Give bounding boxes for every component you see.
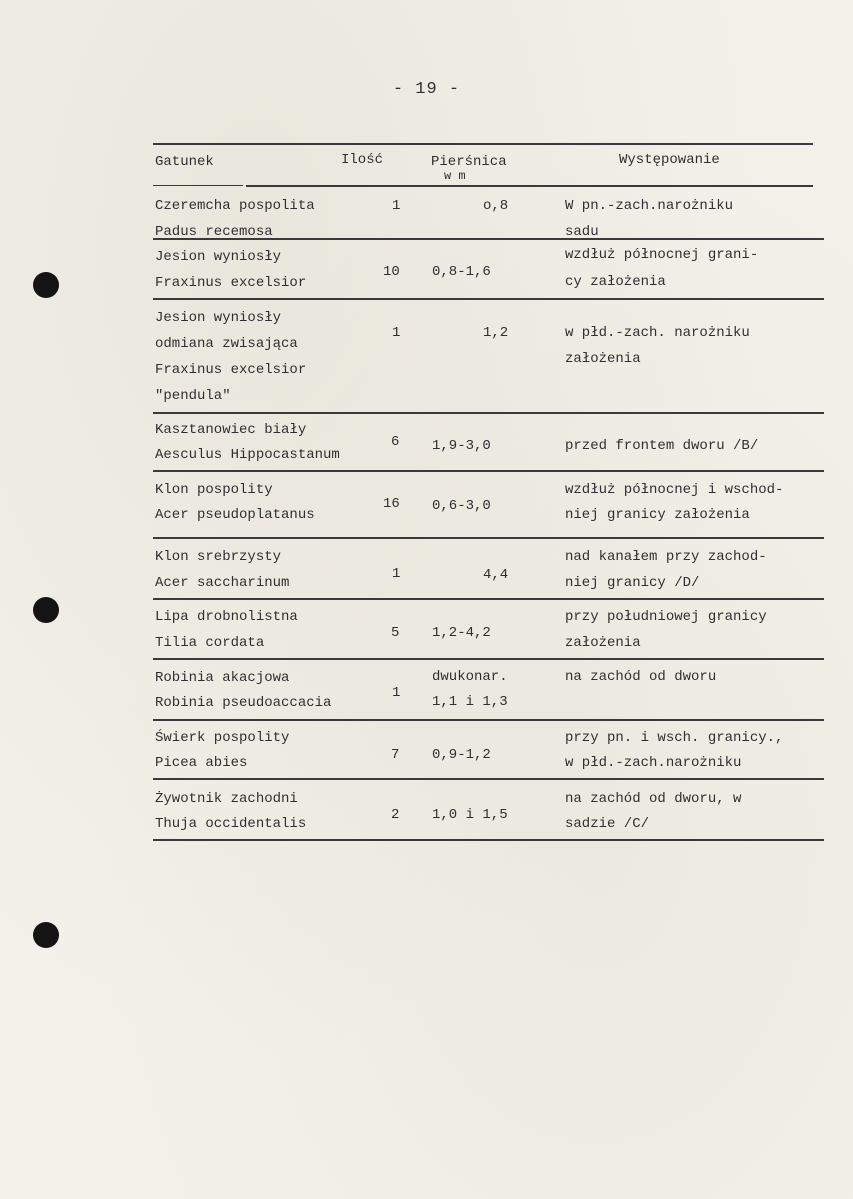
row-divider [153, 537, 824, 539]
occurrence-text: w płd.-zach. narożniku [565, 325, 750, 341]
occurrence-text: niej granicy założenia [565, 507, 750, 523]
species-name: Acer saccharinum [155, 575, 290, 591]
tree-count: 7 [391, 747, 400, 763]
occurrence-text: założenia [565, 351, 641, 367]
row-divider [153, 470, 824, 472]
occurrence-text: sadzie /C/ [565, 816, 650, 832]
header-occurrence: Występowanie [619, 152, 720, 168]
circumference-value: o,8 [483, 198, 509, 214]
tree-count: 5 [391, 625, 400, 641]
table-top-rule [153, 143, 813, 145]
occurrence-text: na zachód od dworu [565, 669, 717, 685]
circumference-value: 1,0 i 1,5 [432, 807, 508, 823]
circumference-value: 0,6-3,0 [432, 498, 491, 514]
tree-count: 1 [392, 685, 401, 701]
species-name: Tilia cordata [155, 635, 265, 651]
occurrence-text: sadu [565, 224, 599, 240]
circumference-value: 1,9-3,0 [432, 438, 491, 454]
occurrence-text: w płd.-zach.narożniku [565, 755, 742, 771]
header-circumference-unit: w m [444, 169, 466, 183]
circumference-value: 1,2 [483, 325, 509, 341]
species-name: Fraxinus excelsior [155, 362, 307, 378]
header-count: Ilość [341, 152, 384, 168]
species-name: Świerk pospolity [155, 730, 290, 746]
circumference-value: 4,4 [483, 567, 509, 583]
species-name: Kasztanowiec biały [155, 422, 307, 438]
occurrence-text: przy południowej granicy [565, 609, 767, 625]
occurrence-text: niej granicy /D/ [565, 575, 700, 591]
species-name: Jesion wyniosły [155, 249, 282, 265]
occurrence-text: na zachód od dworu, w [565, 791, 742, 807]
circumference-value: 1,2-4,2 [432, 625, 491, 641]
tree-count: 6 [391, 434, 400, 450]
occurrence-text: wzdłuż północnej grani- [565, 247, 759, 263]
header-underline-right [246, 185, 813, 187]
species-name: Aesculus Hippocastanum [155, 447, 340, 463]
species-name: Lipa drobnolistna [155, 609, 298, 625]
species-name: Robinia pseudoaccacia [155, 695, 332, 711]
species-name: Acer pseudoplatanus [155, 507, 315, 523]
tree-count: 1 [392, 325, 401, 341]
punch-hole-bottom [33, 922, 59, 948]
punch-hole-middle [33, 597, 59, 623]
occurrence-text: cy założenia [565, 274, 666, 290]
occurrence-text: nad kanałem przy zachod- [565, 549, 767, 565]
row-divider [153, 412, 824, 414]
occurrence-text: przed frontem dworu /B/ [565, 438, 759, 454]
header-species: Gatunek [155, 154, 214, 170]
species-name: "pendula" [155, 388, 231, 404]
tree-count: 1 [392, 566, 401, 582]
page-number: - 19 - [392, 80, 461, 99]
species-name: Klon srebrzysty [155, 549, 282, 565]
tree-count: 10 [383, 264, 400, 280]
species-name: Jesion wyniosły [155, 310, 282, 326]
circumference-value: dwukonar. [432, 669, 508, 685]
row-divider [153, 719, 824, 721]
row-divider [153, 778, 824, 780]
occurrence-text: W pn.-zach.narożniku [565, 198, 734, 214]
occurrence-text: przy pn. i wsch. granicy., [565, 730, 784, 746]
species-name: Picea abies [155, 755, 248, 771]
species-name: Żywotnik zachodni [155, 791, 298, 807]
circumference-value: 0,9-1,2 [432, 747, 491, 763]
species-name: Klon pospolity [155, 482, 273, 498]
tree-count: 16 [383, 496, 400, 512]
species-name: Thuja occidentalis [155, 816, 307, 832]
tree-count: 2 [391, 807, 400, 823]
occurrence-text: wzdłuż północnej i wschod- [565, 482, 784, 498]
species-name: odmiana zwisająca [155, 336, 298, 352]
species-name: Fraxinus excelsior [155, 275, 307, 291]
occurrence-text: założenia [565, 635, 641, 651]
table-bottom-rule [153, 839, 824, 841]
circumference-value: 0,8-1,6 [432, 264, 491, 280]
header-underline-left [153, 185, 243, 186]
row-divider [153, 598, 824, 600]
punch-hole-top [33, 272, 59, 298]
species-name: Robinia akacjowa [155, 670, 290, 686]
row-divider [153, 298, 824, 300]
header-circumference: Pierśnica [431, 154, 507, 170]
circumference-value: 1,1 i 1,3 [432, 694, 508, 710]
species-name: Padus recemosa [155, 224, 273, 240]
row-divider [153, 658, 824, 660]
tree-count: 1 [392, 198, 401, 214]
species-name: Czeremcha pospolita [155, 198, 315, 214]
